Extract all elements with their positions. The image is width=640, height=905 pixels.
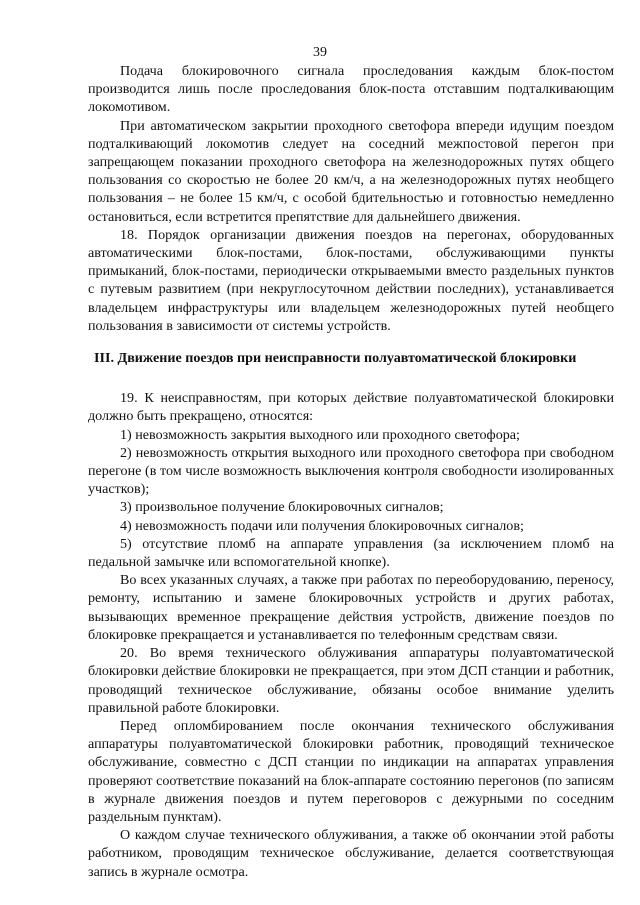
section-heading: III. Движение поездов при неисправности полуавтоматической блокировки — [94, 350, 577, 367]
list-item: 4) невозможность подачи или получения блокировочных сигналов; — [120, 517, 524, 534]
list-item: 2) невозможность открытия выходного или проходного светофора при свободном перегоне (в том числе возможность выключения контроля свободности изолированных участков); — [88, 444, 614, 498]
list-item: 5) отсутствие пломб на аппарате управления (за исключением пломб на педальной замычке или вспомогательной кнопке). — [88, 535, 614, 571]
paragraph-item-20: 20. Во время технического облуживания аппаратуры полуавтоматической блокировки действие блокировки не прекращается, при этом ДСП станции и работник, проводящий техническое обслуживание, обязаны особое внимание уделить правильной работе блокировки. — [88, 645, 614, 716]
page-number: 39 — [313, 45, 327, 60]
list-item: 3) произвольное получение блокировочных сигналов; — [120, 499, 444, 516]
paragraph: Подача блокировочного сигнала проследования каждым блок-постом производится лишь после проследования блок-поста отставшим подталкивающим локомотивом. — [88, 63, 614, 116]
paragraph: О каждом случае технического облуживания, а также об окончании этой работы работником, проводящим техническое обслуживание, делается соответствующая запись в журнале осмотра. — [88, 827, 614, 880]
document-body — [88, 62, 614, 881]
paragraph-item-19: 19. К неисправностям, при которых действие полуавтоматической блокировки должно быть прекращено, относятся: — [88, 390, 614, 425]
paragraph-item-18: 18. Порядок организации движения поездов на перегонах, оборудованных автоматическими блок-постами, блок-постами, обслуживающими пункты примыканий, блок-постами, периодически открываемыми вместо раздельных пунктов с путевым развитием (при некруглосуточном действии последних), устанавливается владельцем инфраструктуры или владельцем железнодорожных путей необщего пользования в зависимости от системы устройств. — [88, 226, 614, 334]
paragraph: Перед опломбированием после окончания технического обслуживания аппаратуры полуавтоматической блокировки работник, проводящий техническое обслуживание, совместно с ДСП станции по индикации на аппаратах управления проверяют соответствие показаний на блок-аппарате состоянию перегонов (по записям в журнале движения поездов и путем переговоров с дежурными по соседним раздельным пунктам). — [88, 717, 614, 825]
paragraph: При автоматическом закрытии проходного светофора впереди идущим поездом подталкивающий локомотив следует на соседний межпостовой перегон при запрещающем показании проходного светофора на железнодорожных путях общего пользования со скоростью не более 20 км/ч, а на железнодорожных путях необщего пользования – не более 15 км/ч, с особой бдительностью и готовностью немедленно остановиться, если встретится препятствие для дальнейшего движения. — [88, 117, 614, 225]
paragraph: Во всех указанных случаях, а также при работах по переоборудованию, переносу, ремонту, испытанию и замене блокировочных устройств и других работах, вызывающих временное прекращение действия устройств, движение поездов по блокировке прекращается и устанавливается по телефонным средствам связи. — [88, 572, 614, 643]
list-item: 1) невозможность закрытия выходного или проходного светофора; — [120, 426, 520, 443]
